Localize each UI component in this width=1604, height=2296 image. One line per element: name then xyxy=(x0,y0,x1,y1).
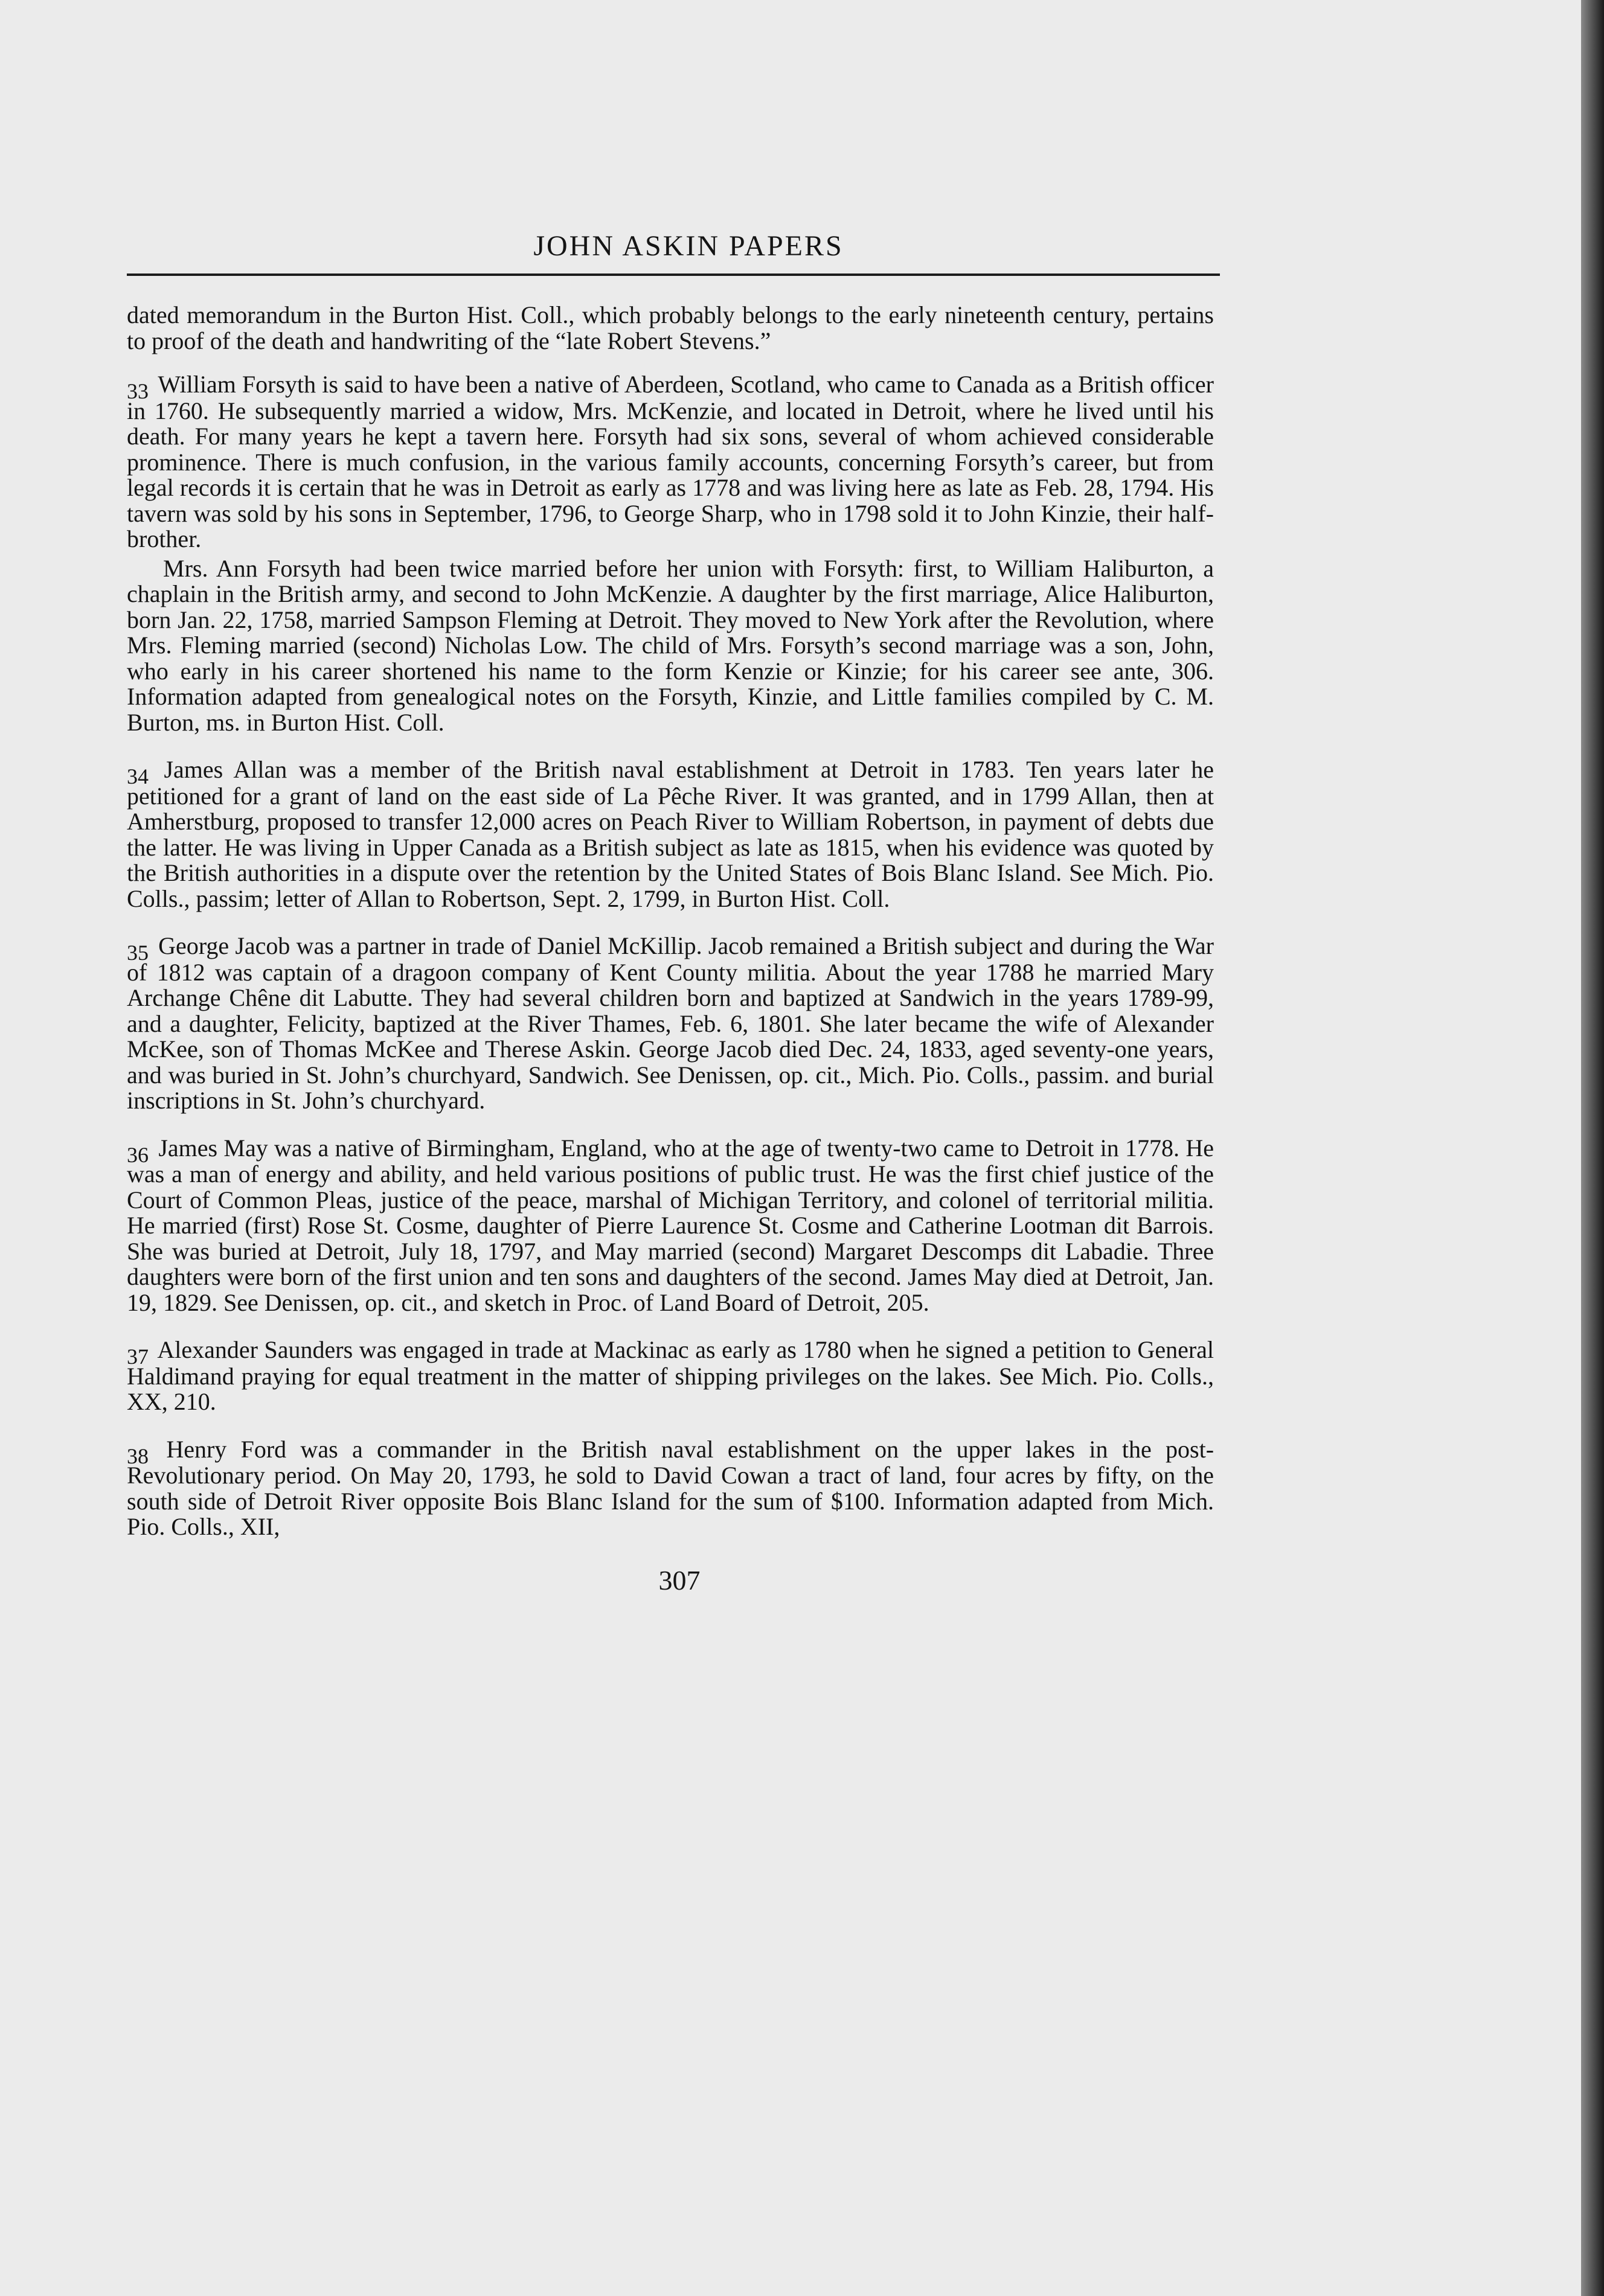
scan-edge xyxy=(1581,0,1604,2296)
footnote-number: 37 xyxy=(127,1345,149,1369)
footnote-text: Alexander Saunders was engaged in trade at Mackinac as early as 1780 when he signed a petition to General Haldimand praying for equal treatment in the matter of shipping privileges on the lakes. See Mich. Pio. Colls., XX, 210. xyxy=(127,1336,1214,1415)
footnote-number: 36 xyxy=(127,1142,149,1167)
footnote-text: James Allan was a member of the British naval establishment at Detroit in 1783. Ten years later he petitioned for a grant of land on the east side of La Pêche River. It was granted, and in 1799 Allan, then at Amherstburg, proposed to transfer 12,000 acres on Peach River to William Robertson, in payment of debts due the latter. He was living in Upper Canada as a British subject as late as 1815, when his evidence was quoted by the British authorities in a dispute over the retention by the United States of Bois Blanc Island. See Mich. Pio. Colls., passim; letter of Allan to Robertson, Sept. 2, 1799, in Burton Hist. Coll. xyxy=(127,756,1214,912)
footnote-number: 35 xyxy=(127,941,149,965)
running-header: JOHN ASKIN PAPERS xyxy=(533,230,844,262)
footnote-33-paragraph-2 xyxy=(127,556,1214,736)
footnote-text: James May was a native of Birmingham, England, who at the age of twenty-two came to Detroit in 1778. He was a man of energy and ability, and held various positions of public trust. He was the first chief justice of the Court of Common Pleas, justice of the peace, marshal of Michigan Territory, and colonel of territorial militia. He married (first) Rose St. Cosme, daughter of Pierre Laurence St. Cosme and Catherine Lootman dit Barrois. She was buried at Detroit, July 18, 1797, and May married (second) Margaret Descomps dit Labadie. Three daughters were born of the first union and ten sons and daughters of the second. James May died at Detroit, Jan. 19, 1829. See Denissen, op. cit., and sketch in Proc. of Land Board of Detroit, 205. xyxy=(127,1134,1214,1316)
page-content xyxy=(127,229,1214,1596)
footnote-36 xyxy=(127,1136,1214,1316)
footnote-text: dated memorandum in the Burton Hist. Coll., which probably belongs to the early nineteenth century, pertains to proof of the death and handwriting of the “late Robert Stevens.” xyxy=(127,301,1214,354)
footnote-continuation xyxy=(127,302,1214,354)
footnote-number: 34 xyxy=(127,764,149,788)
footnote-35 xyxy=(127,933,1214,1114)
header-rule xyxy=(127,273,1220,276)
footnote-text: George Jacob was a partner in trade of Daniel McKillip. Jacob remained a British subject and during the War of 1812 was captain of a dragoon company of Kent County militia. About the year 1788 he married Mary Archange Chêne dit Labutte. They had several children born and baptized at Sandwich in the years 1789-99, and a daughter, Felicity, baptized at the River Thames, Feb. 6, 1801. She later became the wife of Alexander McKee, son of Thomas McKee and Therese Askin. George Jacob died Dec. 24, 1833, aged seventy-one years, and was buried in St. John’s churchyard, Sandwich. See Denissen, op. cit., Mich. Pio. Colls., passim. and burial inscriptions in St. John’s churchyard. xyxy=(127,932,1214,1114)
footnote-38 xyxy=(127,1437,1214,1540)
footnote-text: William Forsyth is said to have been a native of Aberdeen, Scotland, who came to Canada as a British officer in 1760. He subsequently married a widow, Mrs. McKenzie, and located in Detroit, where he lived until his death. For many years he kept a tavern here. Forsyth had six sons, several of whom achieved considerable prominence. There is much confusion, in the various family accounts, concerning Forsyth’s career, but from legal records it is certain that he was in Detroit as early as 1778 and was living here as late as Feb. 28, 1794. His tavern was sold by his sons in September, 1796, to George Sharp, who in 1798 sold it to John Kinzie, their half-brother. xyxy=(127,371,1214,552)
footnote-33 xyxy=(127,372,1214,552)
footnote-text: Mrs. Ann Forsyth had been twice married before her union with Forsyth: first, to William Haliburton, a chaplain in the British army, and second to John McKenzie. A daughter by the first marriage, Alice Haliburton, born Jan. 22, 1758, married Sampson Fleming at Detroit. They moved to New York after the Revolution, where Mrs. Fleming married (second) Nicholas Low. The child of Mrs. Forsyth’s second marriage was a son, John, who early in his career shortened his name to the form Kenzie or Kinzie; for his career see ante, 306. Information adapted from genealogical notes on the Forsyth, Kinzie, and Little families compiled by C. M. Burton, ms. in Burton Hist. Coll. xyxy=(127,554,1214,736)
footnote-34 xyxy=(127,757,1214,912)
footnote-number: 38 xyxy=(127,1444,149,1468)
footnote-37 xyxy=(127,1337,1214,1415)
page-number: 307 xyxy=(658,1564,701,1596)
footnote-number: 33 xyxy=(127,379,149,403)
footnote-text: Henry Ford was a commander in the British naval establishment on the upper lakes in the post-Revolutionary period. On May 20, 1793, he sold to David Cowan a tract of land, four acres by fifty, on the south side of Detroit River opposite Bois Blanc Island for the sum of $100. Information adapted from Mich. Pio. Colls., XII, xyxy=(127,1435,1214,1540)
